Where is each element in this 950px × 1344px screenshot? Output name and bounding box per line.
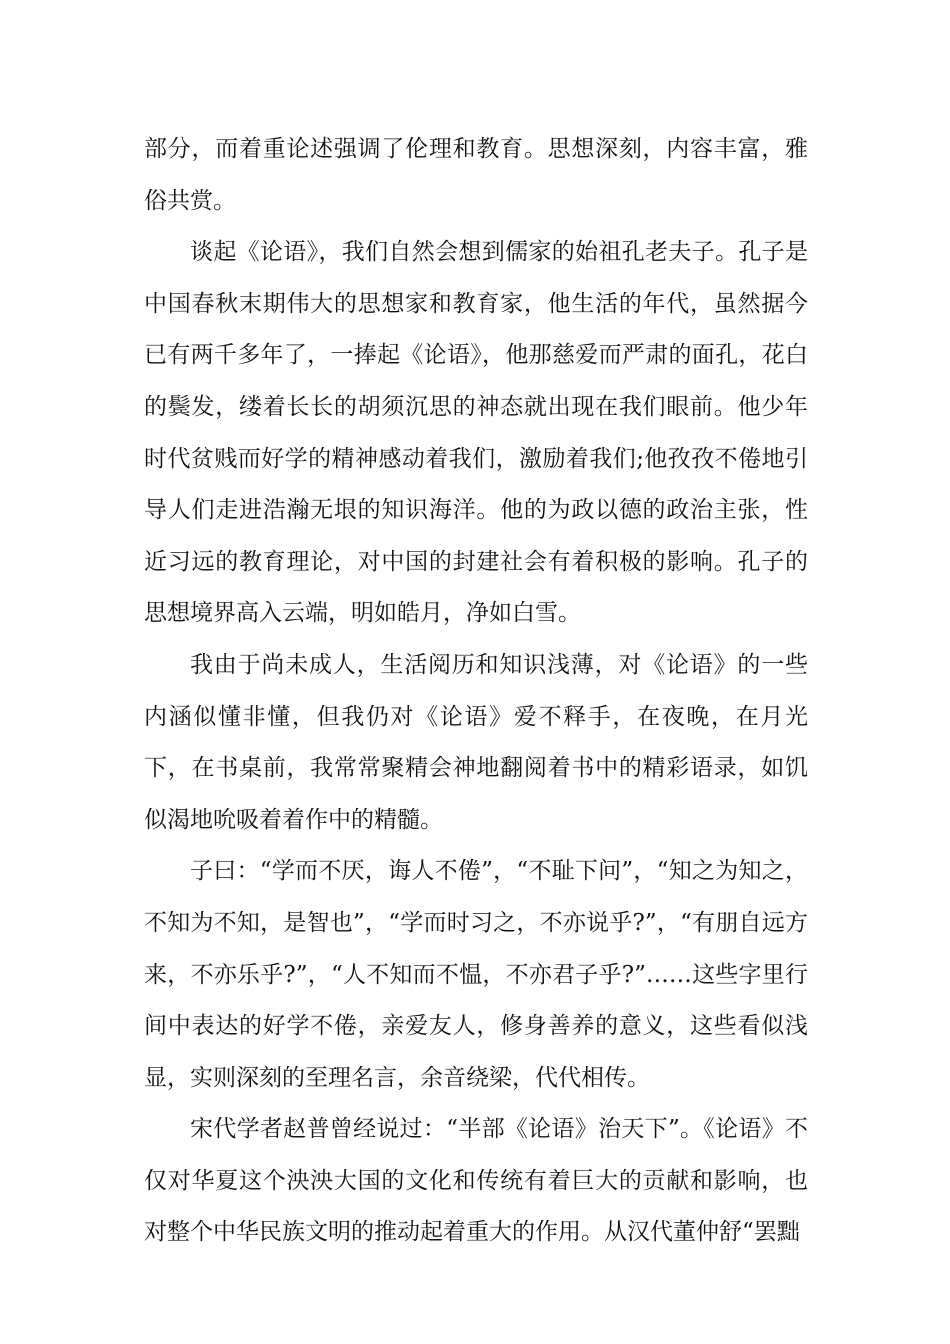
paragraph-confucius-intro: 谈起《论语》，我们自然会想到儒家的始祖孔老夫子。孔子是中国春秋末期伟大的思想家和教育家，他生活的年代，虽然据今已有两千多年了，一捧起《论语》，他那慈爱而严肃的面孔，花白的鬓发，缕着长长的胡须沉思的神态就出现在我们眼前。他少年时代贫贱而好学的精神感动着我们，激励着我们;他孜孜不倦地引导人们走进浩瀚无垠的知识海洋。他的为政以德的政治主张，性近习远的教育理论，对中国的封建社会有着积极的影响。孔子的思想境界高入云端，明如皓月，净如白雪。 (144, 239, 808, 627)
paragraph-reading: 我由于尚未成人，生活阅历和知识浅薄，对《论语》的一些内涵似懂非懂，但我仍对《论语》爱不释手，在夜晚，在月光下，在书桌前，我常常聚精会神地翻阅着书中的精彩语录，如饥似渴地吮吸着着作中的精髓。 (144, 651, 808, 833)
paragraph-quotes: 子曰：“学而不厌，诲人不倦”，“不耻下问”，“知之为知之，不知为不知，是智也”，“学而时习之，不亦说乎?”，“有朋自远方来，不亦乐乎?”，“人不知而不愠，不亦君子乎?”……这些字里行间中表达的好学不倦，亲爱友人，修身善养的意义，这些看似浅显，实则深刻的至理名言，余音绕梁，代代相传。 (144, 858, 808, 1091)
body-text (144, 124, 808, 1259)
paragraph-continued: 部分，而着重论述强调了伦理和教育。思想深刻，内容丰富，雅俗共赏。 (144, 136, 808, 214)
paragraph-influence: 宋代学者赵普曾经说过：“半部《论语》治天下”。《论语》不仅对华夏这个泱泱大国的文化和传统有着巨大的贡献和影响，也对整个中华民族文明的推动起着重大的作用。从汉代董仲舒“罢黜 (144, 1116, 808, 1246)
